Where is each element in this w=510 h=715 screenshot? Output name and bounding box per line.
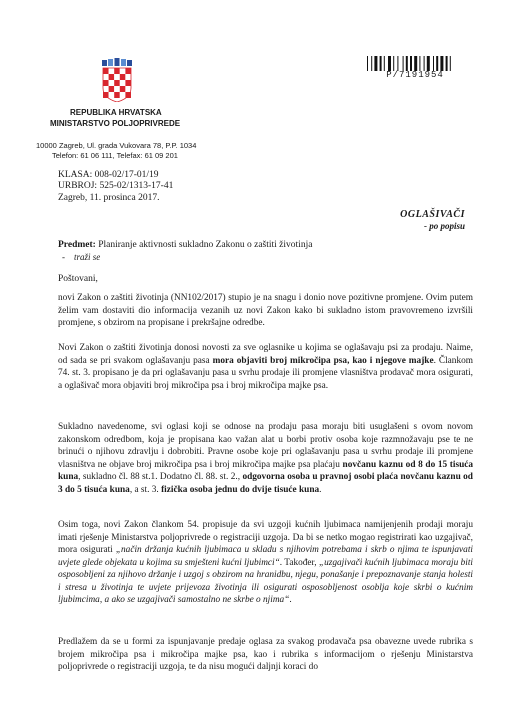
paragraph-intro	[58, 292, 473, 330]
recipient-subtitle: - po popisu	[423, 221, 465, 231]
coat-of-arms-icon	[100, 58, 134, 102]
text-run: .	[319, 484, 322, 495]
text-run: . Također,	[279, 557, 319, 568]
text-run: fizička osoba jednu do dvije tisuće kuna	[161, 484, 320, 495]
ministry-phone-fax: Telefon: 61 06 111, Telefax: 61 09 201	[52, 151, 178, 160]
text-run: , a st. 3.	[129, 484, 162, 495]
paragraph-proposal	[58, 636, 473, 674]
text-run: Sukladno navedenome, svi oglasi koji se odnose na prodaju pasa moraju biti usuglašeni s ovom novom zakonskom odredbom, koja je propisana kao važan alat u borbi protiv osoba koje razmnožavaju pse te ne brinući o njihovu zdravlju i dobrobiti. Pravne osobe koje pri oglašavanju pasa u svrhu prodaje ili promjene vlasništva ne objave broj mikročipa psa i broj mikročipa majke psa plaćaju	[58, 422, 473, 470]
ministry-country: REPUBLIKA HRVATSKA	[70, 108, 162, 117]
crown	[102, 58, 132, 66]
greeting: Poštovani,	[58, 274, 98, 284]
paragraph-penalties	[58, 421, 473, 496]
barcode-number: P/7191954	[386, 70, 444, 80]
text-run: Osim toga, novi Zakon člankom 54. propisuje da svi uzgoji kućnih ljubimaca namijenjenih prodaji moraju imati rješenje Ministarstva poljoprivrede o registraciji uzgoja. Da bi se netko mogao registrirati kao uzgajivač, mora osigurati	[58, 520, 473, 555]
text-run: novčanu kaznu od 8 do 15 tisuća kuna	[58, 459, 474, 482]
text-run: , sukladno čl. 88 st.1. Dodatno čl. 88. st. 2.,	[78, 472, 243, 482]
text-run: .	[289, 595, 292, 605]
place-date: Zagreb, 11. prosinca 2017.	[58, 193, 160, 203]
paragraph-breeding	[58, 519, 473, 607]
urbroj-number: URBROJ: 525-02/1313-17-41	[58, 181, 174, 191]
subject-label: Predmet:	[58, 240, 96, 250]
text-run: Novi Zakon o zaštiti životinja donosi novosti za sve oglasnike u kojima se oglašavaju psi za prodaju. Naime, od sada se pri svakom oglašavanju pasa	[58, 343, 473, 366]
subject-dash: -	[62, 252, 65, 262]
text-run: „uzgajivači kućnih ljubimaca moraju biti osposobljeni za njihovo držanje i uzgoj s obzirom na hranidbu, njegu, ponašanje i prepoznavanje stanja holesti i stresa u životinja te uvjete prijevoza životinja ili osigurati osposobljenost osoblja koje skrbi o kućnim ljubimcima, a ako se uzgajivači samostalno ne skrbe o njima“	[58, 557, 473, 605]
text-run: odgovorna osoba u pravnoj osobi plaća novčanu kaznu od 3 do 5 tisuća kuna	[58, 472, 473, 495]
text-run: novi Zakon o zaštiti životinja (NN102/2017) stupio je na snagu i donio nove pozitivne promjene. Ovim putem želim vam dostaviti dio informacija vezanih uz novi Zakon kako bi sukladno istom pravovremeno izvršili promjene, s obzirom na propisane i prekršajne odredbe.	[58, 293, 473, 328]
text-run: mora objaviti broj mikročipa psa, kao i njegove majke	[212, 355, 434, 366]
subject-text: Planiranje aktivnosti sukladno Zakonu o zaštiti životinja	[95, 240, 313, 250]
subject-line	[58, 240, 312, 250]
ministry-address: 10000 Zagreb, Ul. grada Vukovara 78, P.P. 1034	[36, 141, 197, 150]
subject-subtext: traži se	[74, 252, 101, 262]
ministry-name: MINISTARSTVO POLJOPRIVREDE	[50, 119, 181, 128]
paragraph-microchip	[58, 342, 473, 392]
klasa-number: KLASA: 008-02/17-01/19	[58, 170, 159, 180]
text-run: „način držanja kućnih ljubimaca u skladu s njihovim potrebama i skrb o njima te ispunjavati uvjete glede objekata u kojima su smješteni kućni ljubimci“	[58, 545, 473, 568]
text-run: Predlažem da se u formi za ispunjavanje predaje oglasa za svakog prodavača psa obavezne uvede rubrika s brojem mikročipa psa i mikročipa majke psa, kao i rubrika s informacijom o rješenju Ministarstva poljoprivrede o registraciji uzgoja, te da nisu mogući daljnji koraci do	[58, 637, 473, 672]
recipient-title: OGLAŠIVAČI	[400, 209, 465, 220]
subject-subline	[62, 252, 100, 262]
checkerboard	[103, 68, 131, 98]
text-run: . Člankom 74. st. 3. propisano je da pri oglašavanju pasa u svrhu prodaje ili promjene vlasništva prodavač mora osigurati, a oglašivač mora objaviti broj mikročipa psa i broj mikročipa majke psa.	[58, 355, 473, 391]
